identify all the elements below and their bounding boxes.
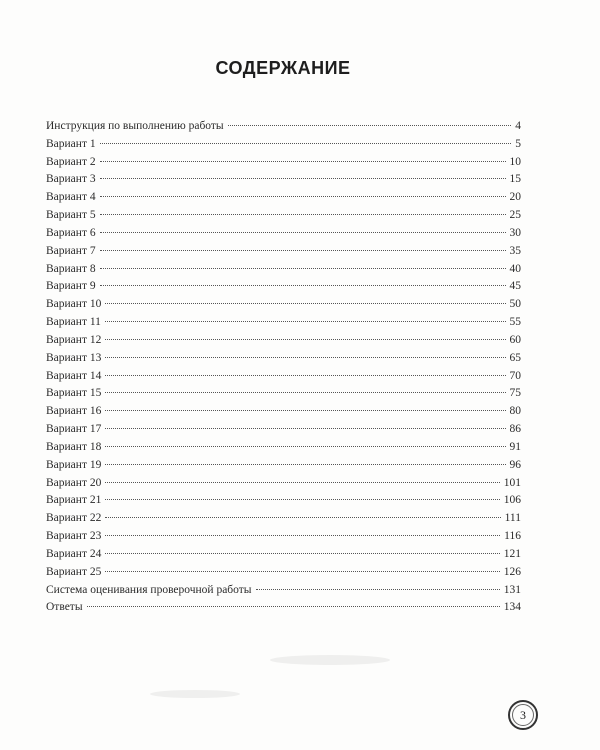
toc-entry [46,332,521,350]
toc-entry [46,421,521,439]
toc-entry-label: Вариант 20 [46,476,102,489]
toc-entry-page: 10 [509,155,521,168]
toc-dot-leader [100,232,506,233]
toc-entry-label: Вариант 3 [46,173,96,186]
toc-entry-label: Вариант 1 [46,137,96,150]
toc-entry-page: 116 [504,530,521,543]
toc-entry-page: 75 [509,387,521,400]
toc-entry-label: Вариант 16 [46,405,102,418]
toc-entry [46,528,521,546]
toc-dot-leader [105,321,506,322]
toc-entry-page: 70 [509,369,521,382]
toc-entry [46,492,521,510]
toc-entry-page: 60 [509,333,521,346]
toc-entry-page: 45 [509,280,521,293]
toc-entry-page: 35 [509,244,521,257]
toc-dot-leader [87,606,500,607]
toc-entry [46,225,521,243]
toc-entry [46,136,521,154]
toc-dot-leader [105,553,499,554]
toc-entry-page: 101 [503,476,521,489]
toc-entry-label: Вариант 4 [46,191,96,204]
toc-entry [46,439,521,457]
toc-dot-leader [105,446,505,447]
toc-dot-leader [105,357,505,358]
table-of-contents [46,118,521,617]
toc-dot-leader [100,285,506,286]
toc-entry [46,189,521,207]
toc-entry-page: 80 [509,405,521,418]
toc-entry-label: Вариант 6 [46,226,96,239]
toc-entry [46,510,521,528]
toc-dot-leader [100,161,506,162]
toc-entry [46,154,521,172]
toc-dot-leader [105,392,505,393]
toc-entry [46,599,521,617]
toc-dot-leader [100,143,512,144]
toc-entry-page: 96 [509,458,521,471]
toc-entry-page: 86 [509,423,521,436]
toc-entry [46,261,521,279]
toc-entry-label: Вариант 23 [46,530,102,543]
page-title: СОДЕРЖАНИЕ [215,58,351,78]
toc-dot-leader [105,303,505,304]
toc-entry [46,546,521,564]
toc-dot-leader [105,410,505,411]
toc-entry [46,368,521,386]
toc-entry-page: 126 [503,565,521,578]
toc-entry-page: 30 [509,226,521,239]
toc-dot-leader [105,517,500,518]
toc-entry-label: Вариант 19 [46,458,102,471]
toc-entry-label: Ответы [46,601,83,614]
page-smudge [270,655,390,665]
toc-entry-label: Вариант 18 [46,440,102,453]
toc-entry [46,403,521,421]
toc-entry-page: 4 [515,120,521,132]
toc-entry [46,243,521,261]
toc-entry-page: 91 [509,440,521,453]
toc-entry-page: 111 [504,512,521,525]
toc-entry-label: Вариант 15 [46,387,102,400]
toc-entry-label: Вариант 14 [46,369,102,382]
toc-entry-page: 20 [509,191,521,204]
toc-entry-label: Инструкция по выполнению работы [46,120,224,132]
toc-dot-leader [105,464,505,465]
toc-entry-page: 15 [509,173,521,186]
toc-entry-label: Вариант 21 [46,494,102,507]
toc-dot-leader [105,339,505,340]
toc-dot-leader [105,499,499,500]
toc-entry [46,350,521,368]
toc-entry-label: Система оценивания проверочной работы [46,583,252,596]
toc-entry-page: 5 [515,137,521,150]
toc-entry [46,118,521,136]
toc-dot-leader [105,535,500,536]
toc-entry-page: 50 [509,298,521,311]
toc-dot-leader [100,178,506,179]
toc-entry [46,314,521,332]
toc-entry [46,171,521,189]
toc-entry-page: 25 [509,209,521,222]
toc-entry-page: 131 [503,583,521,596]
toc-entry [46,564,521,582]
toc-dot-leader [228,125,512,126]
toc-entry [46,475,521,493]
toc-dot-leader [100,250,506,251]
toc-entry-label: Вариант 13 [46,351,102,364]
toc-entry-page: 134 [503,601,521,614]
toc-entry [46,296,521,314]
toc-entry [46,207,521,225]
toc-entry [46,582,521,600]
toc-entry-page: 65 [509,351,521,364]
toc-dot-leader [105,375,505,376]
toc-entry-label: Вариант 17 [46,423,102,436]
toc-entry-label: Вариант 22 [46,512,102,525]
toc-entry-page: 55 [509,316,521,329]
toc-entry [46,385,521,403]
toc-entry-label: Вариант 25 [46,565,102,578]
toc-entry-page: 106 [503,494,521,507]
toc-entry-label: Вариант 11 [46,316,101,329]
toc-entry-label: Вариант 9 [46,280,96,293]
toc-dot-leader [105,482,499,483]
page-smudge [150,690,240,698]
toc-dot-leader [100,268,506,269]
toc-dot-leader [256,589,500,590]
toc-entry-label: Вариант 12 [46,333,102,346]
toc-entry-page: 40 [509,262,521,275]
toc-entry-label: Вариант 2 [46,155,96,168]
toc-dot-leader [105,428,505,429]
toc-entry [46,457,521,475]
toc-dot-leader [105,571,499,572]
toc-entry-label: Вариант 24 [46,547,102,560]
page-number-badge: 3 [508,700,538,730]
toc-entry-label: Вариант 10 [46,298,102,311]
toc-entry-label: Вариант 7 [46,244,96,257]
toc-dot-leader [100,214,506,215]
toc-entry [46,278,521,296]
toc-dot-leader [100,196,506,197]
toc-entry-label: Вариант 8 [46,262,96,275]
toc-entry-page: 121 [503,547,521,560]
toc-entry-label: Вариант 5 [46,209,96,222]
